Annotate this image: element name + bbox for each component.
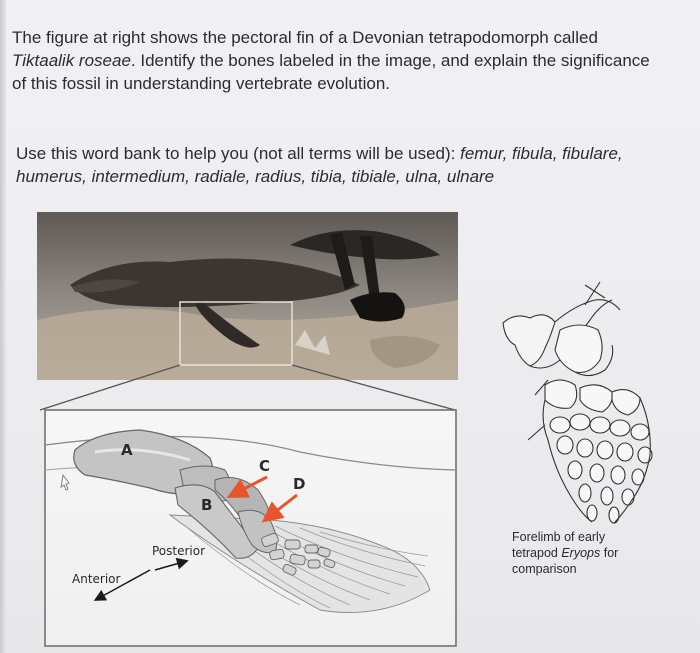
label-c: C [259, 457, 271, 475]
eryops-forelimb-sketch [503, 282, 652, 523]
word-bank-line-1: Use this word bank to help you (not all terms will be used): femur, fibula, fibulare, [16, 144, 623, 163]
posterior-label: Posterior [152, 544, 206, 558]
word-bank-line-2: humerus, intermedium, radiale, radius, tibia, tibiale, ulna, ulnare [16, 167, 495, 186]
fin-diagram [45, 410, 456, 646]
label-d: D [293, 475, 306, 493]
label-b: B [201, 496, 213, 514]
question-line-1: The figure at right shows the pectoral fin of a Devonian tetrapodomorph called [12, 28, 598, 47]
question-line-3: of this fossil in understanding vertebrate evolution. [12, 74, 391, 93]
eryops-caption: Forelimb of early tetrapod Eryops for comparison [512, 530, 619, 576]
tiktaalik-photo [37, 212, 458, 380]
question-line-2: Tiktaalik roseae. Identify the bones labeled in the image, and explain the significance [12, 51, 650, 70]
label-a: A [121, 441, 133, 459]
species-name: Tiktaalik roseae [12, 51, 131, 70]
anterior-label: Anterior [72, 572, 121, 586]
